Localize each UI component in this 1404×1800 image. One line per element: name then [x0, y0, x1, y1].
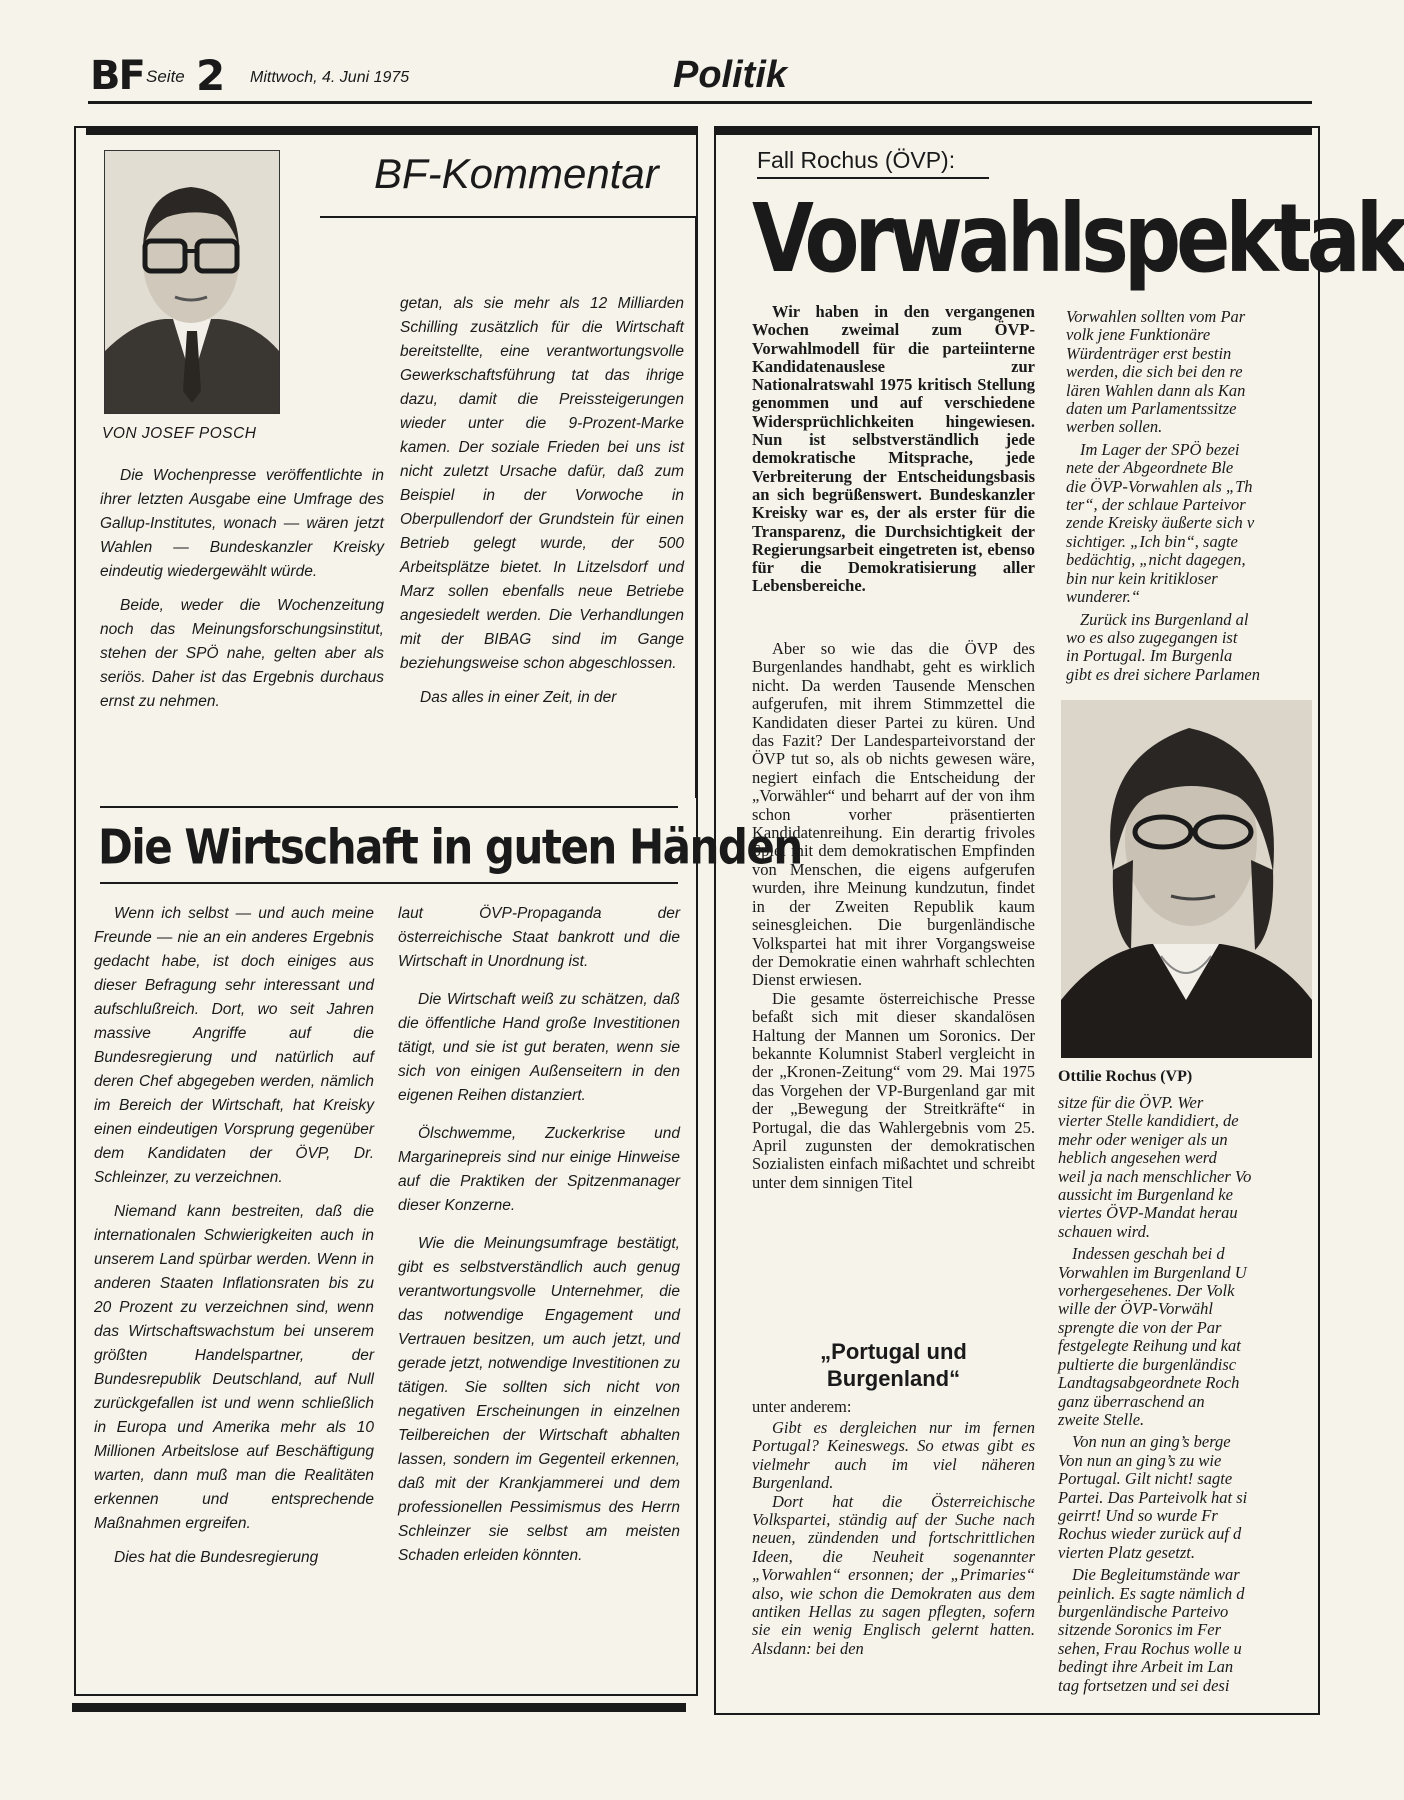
headline-rule-top [100, 806, 678, 808]
text-line: weil ja nach menschlicher Vo [1058, 1166, 1252, 1186]
text-line: daten um Parlamentssitze [1066, 399, 1237, 419]
text-line: sprengte die von der Par [1058, 1317, 1222, 1337]
text-line: ganz überraschend an [1058, 1391, 1205, 1411]
text-line: peinlich. Es sagte nämlich d [1058, 1583, 1245, 1603]
text-line: Rochus wieder zurück auf d [1058, 1524, 1242, 1544]
text-line: tag fortsetzen und sei desi [1058, 1675, 1230, 1695]
page-label: Seite [146, 67, 185, 86]
paragraph: Dort hat die Österreichische Volkspartei, ständig auf der Suche nach neuen, zündenden und fortschrittlichen Ideen, die Neuheit sogenannter „Vorwahlen“ ersonnen; der „Primaries“ also, wie schon die Demokraten aus dem antiken Hellas zu sagen pflegten, sofern sie ein wenig Englisch gelernt hatten. Alsdann: bei den [752, 1491, 1035, 1658]
author-photo [104, 150, 280, 414]
text-line: die ÖVP-Vorwahlen als „Th [1066, 476, 1253, 496]
text-line: zende Kreisky äußerte sich v [1066, 513, 1255, 533]
paragraph: Die gesamte österreichische Presse befaßt sich mit dieser skandalösen Haltung der Mannen um Soronics. Der bekannte Kolumnist Staberl vergleicht in der „Kronen-Zeitung“ vom 29. Mai 1975 das Vorgehen der VP-Burgenland gar mit der „Bewegung der Streitkräfte“ in Portugal, die das Wahlergebnis vom 25. April zugunsten der demokratischen Sozialisten einfach mißachtet und schreibt unter dem sinnigen Titel [752, 988, 1035, 1192]
commentary-column-2 [400, 292, 684, 710]
text-line: wunderer.“ [1066, 587, 1141, 607]
paragraph: Die Wochenpresse veröffentlichte in ihrer letzten Ausgabe eine Umfrage des Gallup-Institutes, wonach — wären jetzt Wahlen — Bundeskanzler Kreisky eindeutig wiedergewählt würde. [100, 467, 384, 580]
text-line: vorhergesehenes. Der Volk [1058, 1281, 1235, 1301]
paragraph: Wenn ich selbst — und auch meine Freunde — nie an ein anderes Ergebnis gedacht habe, ist doch einiges aus dieser Befragung sehr interessant und aufschlußreich. Dort, wo seit Jahren massive Angriffe auf die Bundesregierung und natürlich auf deren Chef abgegeben werden, nämlich im Bereich der Wirtschaft, hat Kreisky einen eindeutigen Vorsprung gegenüber dem Kandidaten der ÖVP, Dr. Schleinzer, zu verzeichnen. [94, 905, 374, 1186]
text-line: heblich angesehen werd [1058, 1148, 1217, 1168]
text-line: sehen, Frau Rochus wolle u [1058, 1638, 1242, 1658]
text-line: Würdenträger erst bestin [1066, 343, 1232, 363]
text-line: Portugal. Gilt nicht! sagte [1058, 1469, 1233, 1489]
commentary-heading-rule [320, 216, 696, 218]
text-line: festgelegte Reihung und kat [1058, 1336, 1241, 1356]
text-line: Indessen geschah bei d [1072, 1244, 1225, 1264]
rochus-photo [1061, 700, 1312, 1058]
text-line: Die Begleitumstände war [1072, 1565, 1240, 1585]
text-line: bedächtig, „nicht dagegen, [1066, 550, 1246, 570]
text-line: Landtagsabgeordnete Roch [1058, 1373, 1240, 1393]
issue-date: Mittwoch, 4. Juni 1975 [250, 69, 410, 86]
text-line: lären Wahlen dann als Kan [1066, 380, 1246, 400]
text-line: Im Lager der SPÖ bezei [1080, 439, 1240, 459]
paragraph: Die Wirtschaft weiß zu schätzen, daß die öffentliche Hand große Investitionen tätigt, und sie ist gut beraten, wenn sie sich von einigen Außenseitern in den eigenen Reihen distanziert. [398, 991, 680, 1104]
text-line: wo es also zugegangen ist [1066, 627, 1238, 647]
text-line: Von nun an ging’s zu wie [1058, 1450, 1222, 1470]
masthead-rule [88, 101, 1312, 104]
section-title: Politik [673, 54, 788, 96]
paragraph: Das alles in einer Zeit, in der [420, 689, 617, 706]
text-line: Zurück ins Burgenland al [1080, 609, 1249, 629]
text-line: gibt es drei sichere Parlamen [1066, 664, 1260, 684]
text-line: vierten Platz gesetzt. [1058, 1542, 1196, 1562]
text-line: Vorwahlen im Burgenland U [1058, 1262, 1247, 1282]
text-line: Vorwahlen sollten vom Par [1066, 307, 1246, 326]
text-line: Partei. Das Parteivolk hat si [1058, 1487, 1248, 1507]
text-line: volk jene Funktionäre [1066, 325, 1211, 345]
text-line: sitzende Soronics im Fer [1058, 1620, 1221, 1640]
text-line: werden, die sich bei den re [1066, 362, 1243, 382]
economy-headline: Die Wirtschaft in guten Händen [98, 818, 802, 875]
text-line: sitze für die ÖVP. Wer [1058, 1093, 1204, 1112]
paragraph: Aber so wie das die ÖVP des Burgenlandes handhabt, geht es wirklich nicht. Da werden Tausende Menschen aufgerufen, mit ihrem Stimmzettel die Kandidaten dieser Partei zu küren. Und das Fazit? Der Landesparteivorstand der ÖVP tut so, als ob nichts gewesen wäre, negiert einfach die Entscheidung der „Vorwähler“ und beharrt auf der von ihm schon vorher präsentierten Kandidatenreihung. Ein derartig frivoles Spiel mit dem demokratischen Empfinden von Menschen, die eigens aufgerufen wurden, ihre Meinung kundzutun, findet in der Zweiten Republik kaum seinesgleichen. Die burgenländische Volkspartei hat mit ihrer Vorgangsweise der Demokratie einen wahrhaft schlechten Dienst erwiesen. [752, 639, 1035, 990]
rochus-body-2: unter anderem: [752, 1397, 852, 1416]
commentary-bottom-bar [72, 1703, 686, 1712]
text-line: vierter Stelle kandidiert, de [1058, 1111, 1239, 1131]
rochus-column-2-bottom [1058, 1094, 1312, 1695]
paragraph: Beide, weder die Wochenzeitung noch das Meinungsforschungsinstitut, stehen der SPÖ nahe, gelten aber als seriös. Daher ist das Ergebnis durchaus ernst zu nehmen. [100, 597, 384, 710]
rochus-column-2-top [1066, 308, 1312, 684]
kicker-underline [757, 177, 989, 179]
economy-column-2 [398, 902, 680, 1568]
text-line: zweite Stelle. [1058, 1409, 1145, 1429]
text-line: wille der ÖVP-Vorwähl [1058, 1299, 1213, 1319]
text-line: werben sollen. [1066, 417, 1163, 437]
rochus-quote [752, 1419, 1035, 1658]
text-line: mehr oder weniger als un [1058, 1129, 1228, 1149]
text-line: aussicht im Burgenland ke [1058, 1185, 1233, 1205]
text-line: pultierte die burgenländisc [1058, 1354, 1237, 1374]
commentary-heading: BF-Kommentar [374, 150, 659, 197]
paragraph: Ölschwemme, Zuckerkrise und Margarinepreis sind nur einige Hinweise auf die Praktiken der Spitzenmanager dieser Konzerne. [398, 1125, 680, 1214]
commentary-top-bar [86, 126, 698, 135]
headline-rule-bottom [100, 882, 678, 884]
paragraph: getan, als sie mehr als 12 Milliarden Schilling zusätzlich für die Wirtschaft bereitstellte, eine verantwortungsvolle Gewerkschaftsführung tat das ihrige dazu, damit die Preissteigerungen wieder unter die 9-Prozent-Marke kamen. Der soziale Frieden bei uns ist nicht zuletzt Ursache dafür, daß zum Beispiel in der Vorwoche in Oberpullendorf der Grundstein für einen Betrieb gelegt wurde, der 500 Arbeitsplätze bietet. In Litzelsdorf und Marz sollen ebenfalls neue Betriebe angesiedelt werden. Die Verhandlungen mit der BIBAG sind im Gange beziehungsweise schon abgeschlossen. [400, 295, 684, 672]
commentary-column-rule [695, 216, 697, 798]
byline: VON JOSEF POSCH [102, 425, 257, 442]
paragraph: Niemand kann bestreiten, daß die internationalen Schwierigkeiten auch in unserem Land spürbar werden. Wenn in anderen Staaten Inflationsraten bis zu 20 Prozent zu verzeichnen sind, wenn das Wirtschaftswachstum bei unserem größten Handelspartner, der Bundesrepublik Deutschland, auf Null zurückgefallen ist und wenn schließlich in Europa und Amerika mehr als 10 Millionen Arbeitslose auf Beschäftigung warten, dann muß man die Realitäten erkennen und entsprechende Maßnahmen ergreifen. [94, 1203, 374, 1532]
text-line: bedingt ihre Arbeit im Lan [1058, 1657, 1234, 1677]
text-line: geirrt! Und so wurde Fr [1058, 1505, 1218, 1525]
text-line: nete der Abgeordnete Ble [1066, 458, 1234, 478]
text-line: in Portugal. Im Burgenla [1066, 646, 1233, 666]
text-line: viertes ÖVP-Mandat herau [1058, 1203, 1238, 1223]
rochus-kicker: Fall Rochus (ÖVP): [757, 147, 956, 173]
text-line: schauen wird. [1058, 1221, 1150, 1241]
masthead [88, 52, 1308, 106]
paragraph: Wie die Meinungsumfrage bestätigt, gibt es selbstverständlich auch genug verantwortungsvolle Unternehmer, die das notwendige Engagement und Vertrauen besitzen, um auch jetzt, und gerade jetzt, notwendige Investitionen zu tätigen. Sie sollten sich nicht von negativen Erscheinungen in einzelnen Teilbereichen der Wirtschaft abhalten lassen, sondern im Gegenteil erkennen, daß mit der Krankjammerei und dem professionellen Pessimismus des Herrn Schleinzer sie selbst am meisten Schaden erleiden könnten. [398, 1235, 680, 1564]
newspaper-logo: BF [90, 53, 144, 99]
paragraph: Dies hat die Bundesregierung [114, 1549, 319, 1566]
text-line: ter“, der schlaue Parteivor [1066, 495, 1246, 515]
text-line: burgenländische Parteivo [1058, 1601, 1229, 1621]
rochus-headline: Vorwahlspektak [752, 183, 1404, 294]
rochus-lead: Wir haben in den vergangenen Wochen zweimal zum ÖVP-Vorwahlmodell für die parteiinterne Kandidatenauslese zur Nationalratswahl 1975 kritisch Stellung genommen und auf verschiedene Widersprüchlichkeiten hingewiesen. Nun ist selbstverständlich jede demokratische Mitsprache, jede Verbreiterung der Entscheidungsbasis an sich begrüßenswert. Bundeskanzler Kreisky war es, der als erster für die Transparenz, die Durchsichtigkeit der Regierungsarbeit eingetreten ist, ebenso für die Demokratisierung aller Lebensbereiche. [752, 302, 1035, 596]
page-number: 2 [196, 51, 226, 100]
text-line: bin nur kein kritikloser [1066, 568, 1218, 588]
paragraph: Gibt es dergleichen nur im fernen Portugal? Keineswegs. So etwas gibt es vielmehr auch im viel näheren Burgenland. [752, 1418, 1035, 1493]
rochus-top-bar [714, 126, 1312, 135]
economy-column-1 [94, 902, 374, 1570]
photo-caption: Ottilie Rochus (VP) [1058, 1068, 1193, 1085]
commentary-column-1 [100, 464, 384, 714]
rochus-subheading: „Portugal und Burgenland“ [820, 1339, 967, 1391]
text-line: sichtiger. „Ich bin“, sagte [1066, 531, 1238, 551]
text-line: Von nun an ging’s berge [1072, 1432, 1231, 1452]
paragraph: laut ÖVP-Propaganda der österreichische Staat bankrott und die Wirtschaft in Unordnung ist. [398, 905, 680, 970]
rochus-body-1 [752, 640, 1035, 1192]
